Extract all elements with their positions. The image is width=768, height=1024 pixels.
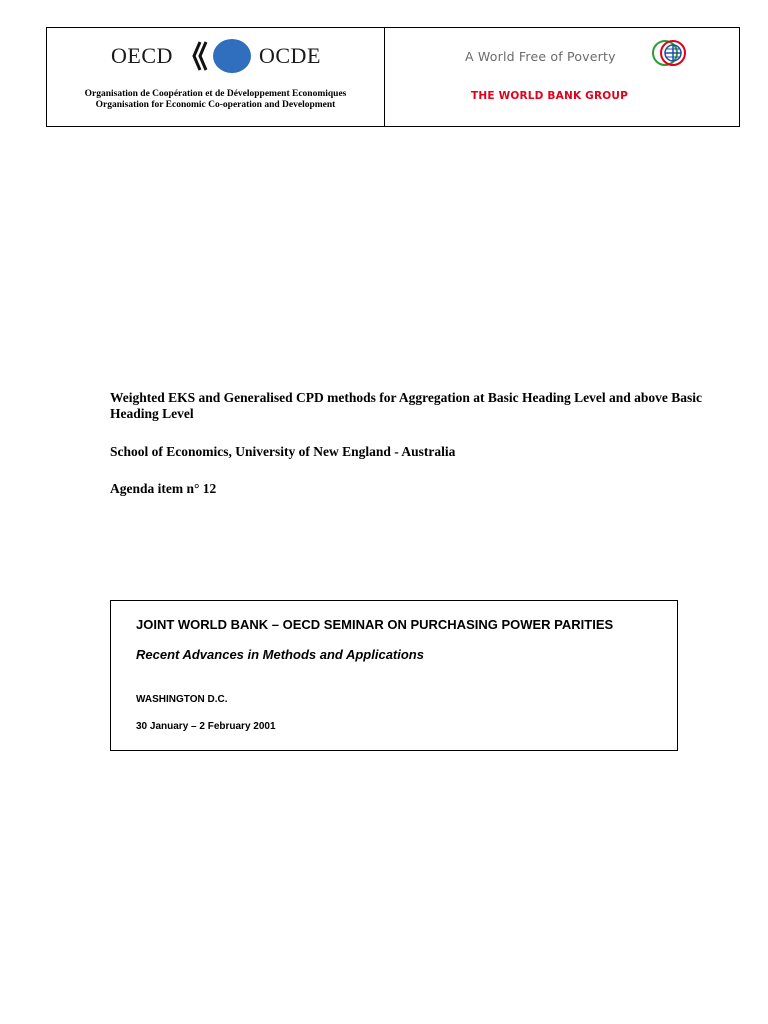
agenda-item: Agenda item n° 12 [110,481,217,496]
seminar-box [110,600,678,751]
document-author: School of Economics, University of New England - Australia [110,444,456,459]
oecd-organisation-names [47,89,384,111]
world-bank-group-name: THE WORLD BANK GROUP [471,90,628,102]
oecd-logo-row [47,38,384,74]
document-title: Weighted EKS and Generalised CPD methods for Aggregation at Basic Heading Level and above Basic Heading Level [110,390,703,421]
oecd-header [47,28,385,126]
oecd-org-name-fr: Organisation de Coopération et de Développement Economiques [84,89,347,99]
oecd-org-name-en: Organisation for Economic Co-operation and Development [95,100,336,110]
oecd-name: OECD [111,43,173,68]
seminar-subtitle: Recent Advances in Methods and Applications [136,647,424,662]
world-bank-header [385,28,739,126]
world-bank-globe-icon [651,39,693,67]
seminar-location: WASHINGTON D.C. [136,694,228,705]
world-bank-tagline: A World Free of Poverty [465,49,616,64]
header-box [46,27,740,127]
ocde-name: OCDE [259,43,321,68]
seminar-dates: 30 January – 2 February 2001 [136,721,276,732]
oecd-logo-icon [186,38,256,74]
seminar-title: JOINT WORLD BANK – OECD SEMINAR ON PURCHASING POWER PARITIES [136,617,614,632]
